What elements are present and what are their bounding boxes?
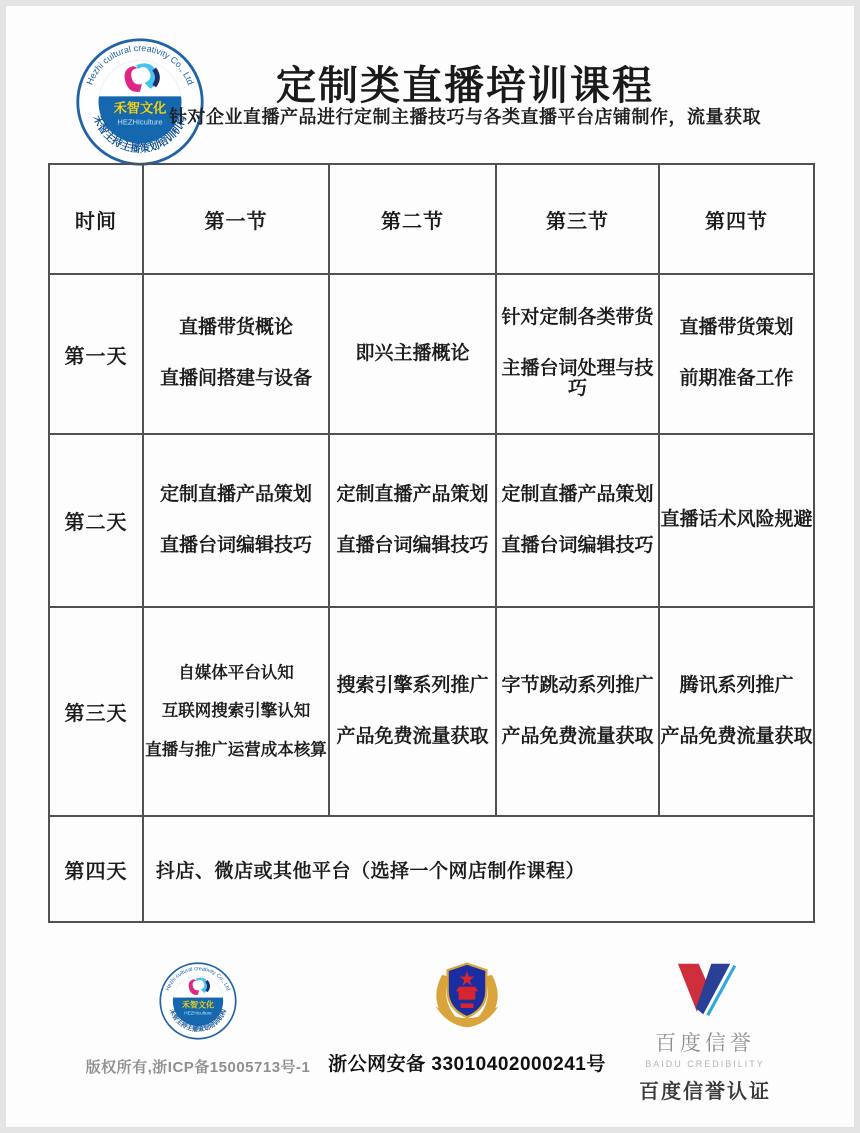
day-label: 第四天: [49, 816, 143, 922]
cell-line: 针对定制各类带货: [501, 306, 654, 328]
cell-line: 直播话术风险规避: [660, 509, 813, 531]
page-title: 定制类直播培训课程: [276, 64, 654, 108]
cell-line: 直播台词编辑技巧: [336, 534, 489, 556]
baidu-credibility-cn: 百度信誉: [655, 1032, 755, 1055]
cell-line: 搜索引擎系列推广: [336, 674, 489, 696]
day-label: 第三天: [49, 607, 143, 816]
header-time: 时间: [49, 164, 143, 274]
course-schedule-table: [48, 163, 815, 923]
cell-line: 定制直播产品策划: [501, 483, 654, 505]
cell-day1-s4: [659, 274, 814, 434]
cell-line: 即兴主播概论: [355, 342, 470, 364]
police-record-text: 浙公网安备 33010402000241号: [328, 1054, 606, 1075]
cell-line: 定制直播产品策划: [336, 483, 489, 505]
cell-line: 直播台词编辑技巧: [501, 534, 654, 556]
cell-line: 自媒体平台认知: [178, 664, 294, 683]
table-header-row: [49, 164, 814, 274]
cell-line: 直播带货策划: [679, 317, 794, 339]
table-row-day2: [49, 434, 814, 607]
cell-day2-s2: [329, 434, 496, 607]
cell-day3-s1: [143, 607, 329, 816]
cell-day2-s1: [143, 434, 329, 607]
cell-day1-s3: [496, 274, 659, 434]
cell-line: 产品免费流量获取: [336, 725, 489, 747]
cell-line: 产品免费流量获取: [660, 725, 813, 747]
cell-line: 直播与推广运营成本核算: [145, 740, 327, 759]
cell-line: 主播台词处理与技巧: [501, 357, 654, 400]
baidu-credibility-icon: [669, 962, 741, 1018]
footer-baidu-block: [595, 962, 815, 1104]
table-row-day1: [49, 274, 814, 434]
copyright-text: 版权所有,浙ICP备15005713号-1: [85, 1059, 311, 1076]
table-row-day4: [49, 816, 814, 922]
cell-day2-s4: [659, 434, 814, 607]
cell-day3-s3: [496, 607, 659, 816]
cell-line: 直播台词编辑技巧: [159, 534, 312, 556]
cell-line: 定制直播产品策划: [159, 483, 312, 505]
header-session-4: 第四节: [659, 164, 814, 274]
cell-line: 互联网搜索引擎认知: [161, 702, 311, 721]
cell-line: 直播带货概论: [178, 317, 293, 339]
day-label: 第一天: [49, 274, 143, 434]
baidu-cert-text: 百度信誉认证: [639, 1081, 771, 1103]
baidu-credibility-en: BAIDU CREDIBILITY: [645, 1059, 765, 1069]
police-badge-icon: [428, 960, 506, 1032]
cell-line: 前期准备工作: [679, 368, 794, 389]
cell-line: 字节跳动系列推广: [501, 674, 654, 696]
page-subtitle: 针对企业直播产品进行定制主播技巧与各类直播平台店铺制作，流量获取: [169, 107, 761, 127]
header-session-1: 第一节: [143, 164, 329, 274]
footer-copyright-block: [58, 961, 338, 1077]
cell-day1-s2: [329, 274, 496, 434]
cell-day4-merged: 抖店、微店或其他平台（选择一个网店制作课程）: [143, 816, 814, 922]
cell-line: 直播间搭建与设备: [159, 368, 312, 389]
cell-day3-s4: [659, 607, 814, 816]
cell-day3-s2: [329, 607, 496, 816]
table-row-day3: [49, 607, 814, 816]
header-session-2: 第二节: [329, 164, 496, 274]
cell-line: 腾讯系列推广: [679, 674, 794, 696]
cell-line: 产品免费流量获取: [501, 725, 654, 747]
footer-police-block: [327, 960, 607, 1076]
day-label: 第二天: [49, 434, 143, 607]
header-session-3: 第三节: [496, 164, 659, 274]
cell-day1-s1: [143, 274, 329, 434]
hezhi-logo-small: [158, 961, 238, 1041]
cell-day2-s3: [496, 434, 659, 607]
